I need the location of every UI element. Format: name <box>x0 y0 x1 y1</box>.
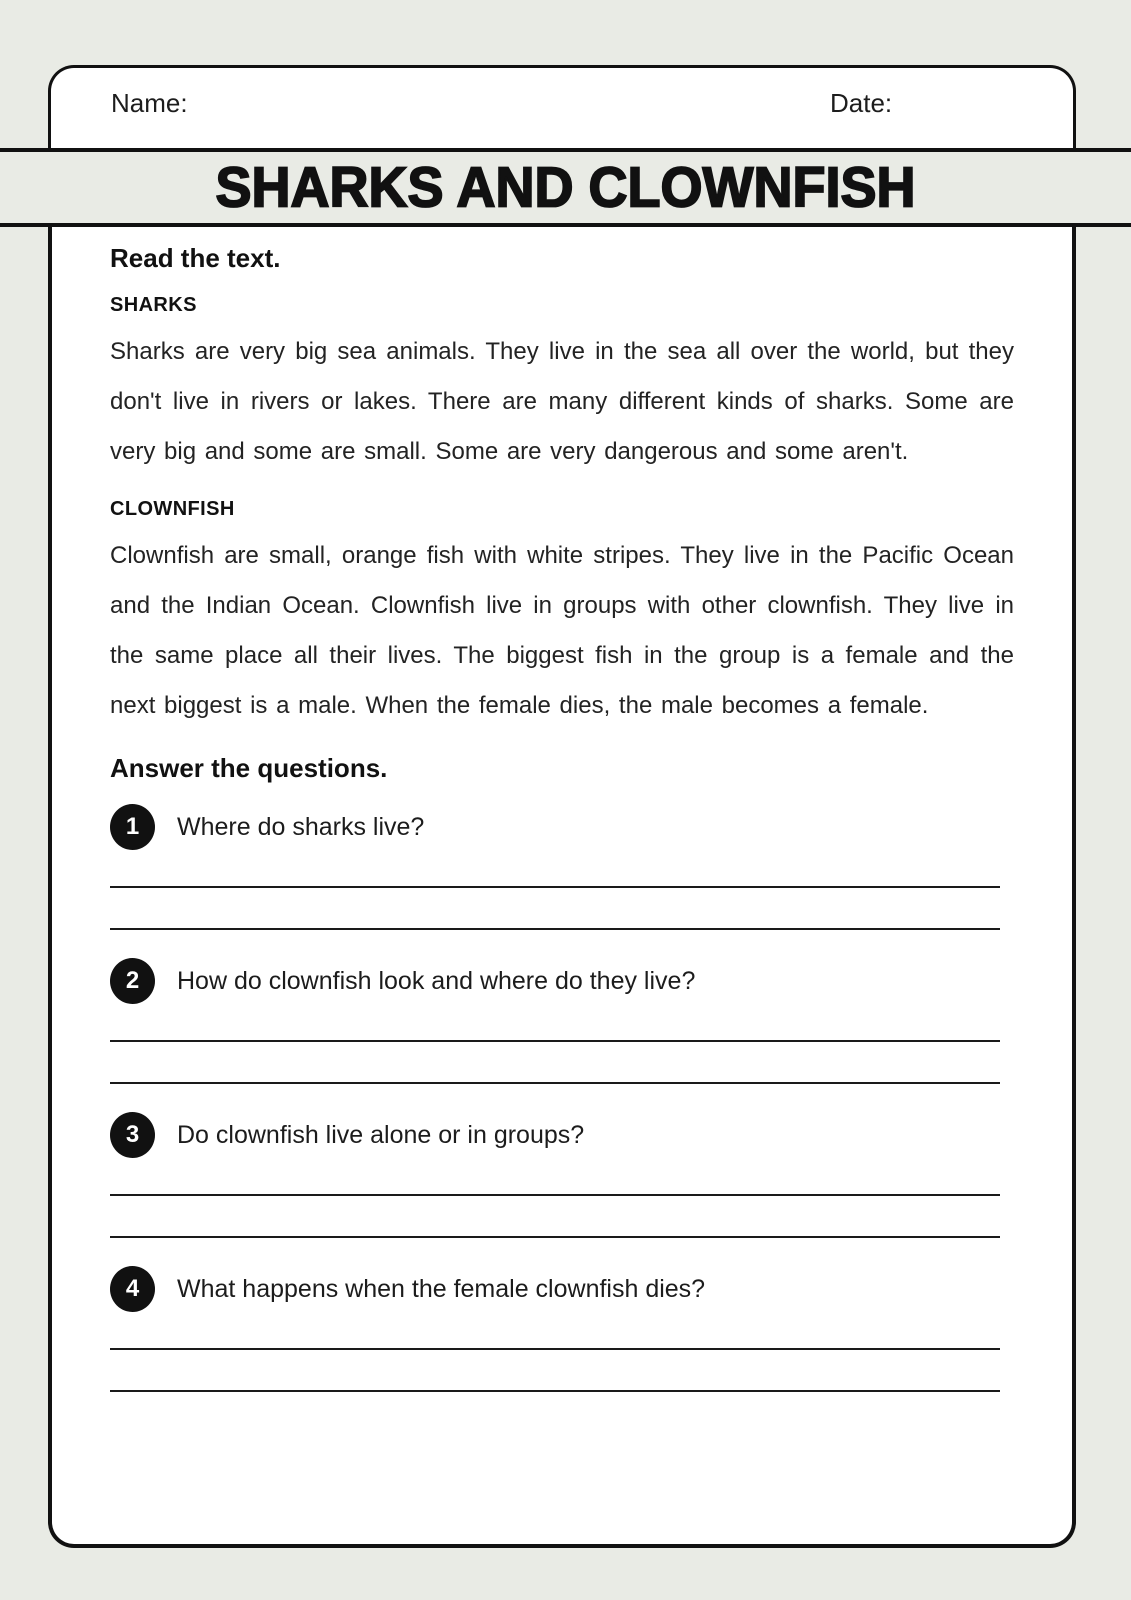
question-number-badge: 1 <box>110 804 155 850</box>
passage-text-sharks: Sharks are very big sea animals. They live in the sea all over the world, but they don't live in rivers or lakes. There are many different kinds of sharks. Some are very big and some are small. Some are very dangerous and some aren't. <box>110 338 1014 465</box>
answer-instruction: Answer the questions. <box>110 753 388 783</box>
name-date-box <box>48 65 1076 152</box>
answer-line[interactable] <box>110 850 1000 888</box>
answer-line[interactable] <box>110 1196 1000 1238</box>
question-text: Do clownfish live alone or in groups? <box>177 1120 585 1149</box>
answer-line[interactable] <box>110 1350 1000 1392</box>
question-row <box>110 1266 1014 1312</box>
question-text: How do clownfish look and where do they live? <box>177 966 696 995</box>
date-field[interactable] <box>901 86 1081 120</box>
question-block-1 <box>110 804 1014 930</box>
answer-line[interactable] <box>110 888 1000 930</box>
question-block-4 <box>110 1266 1014 1392</box>
question-row <box>110 1112 1014 1158</box>
question-block-2 <box>110 958 1014 1084</box>
name-field[interactable] <box>201 86 761 120</box>
question-row <box>110 804 1014 850</box>
read-instruction: Read the text. <box>110 243 281 273</box>
passage-text-clownfish: Clownfish are small, orange fish with white stripes. They live in the Pacific Ocean and the Indian Ocean. Clownfish live in groups with other clownfish. They live in the same place all their lives. The biggest fish in the group is a female and the next biggest is a male. When the female dies, the male becomes a female. <box>110 542 1014 719</box>
date-label: Date: <box>830 88 893 118</box>
question-number-badge: 2 <box>110 958 155 1004</box>
worksheet-body <box>48 227 1076 1548</box>
name-label: Name: <box>111 88 188 118</box>
question-block-3 <box>110 1112 1014 1238</box>
answer-line[interactable] <box>110 1004 1000 1042</box>
page-title: SHARKS AND CLOWNFISH <box>215 156 916 219</box>
answer-line[interactable] <box>110 1312 1000 1350</box>
question-row <box>110 958 1014 1004</box>
passage-heading-sharks: SHARKS <box>110 294 197 316</box>
question-text: What happens when the female clownfish dies? <box>177 1274 706 1303</box>
passage-heading-clownfish: CLOWNFISH <box>110 498 235 520</box>
answer-line[interactable] <box>110 1158 1000 1196</box>
question-number-badge: 3 <box>110 1112 155 1158</box>
answer-line[interactable] <box>110 1042 1000 1084</box>
question-text: Where do sharks live? <box>177 812 425 841</box>
title-band <box>0 148 1131 227</box>
question-number-badge: 4 <box>110 1266 155 1312</box>
